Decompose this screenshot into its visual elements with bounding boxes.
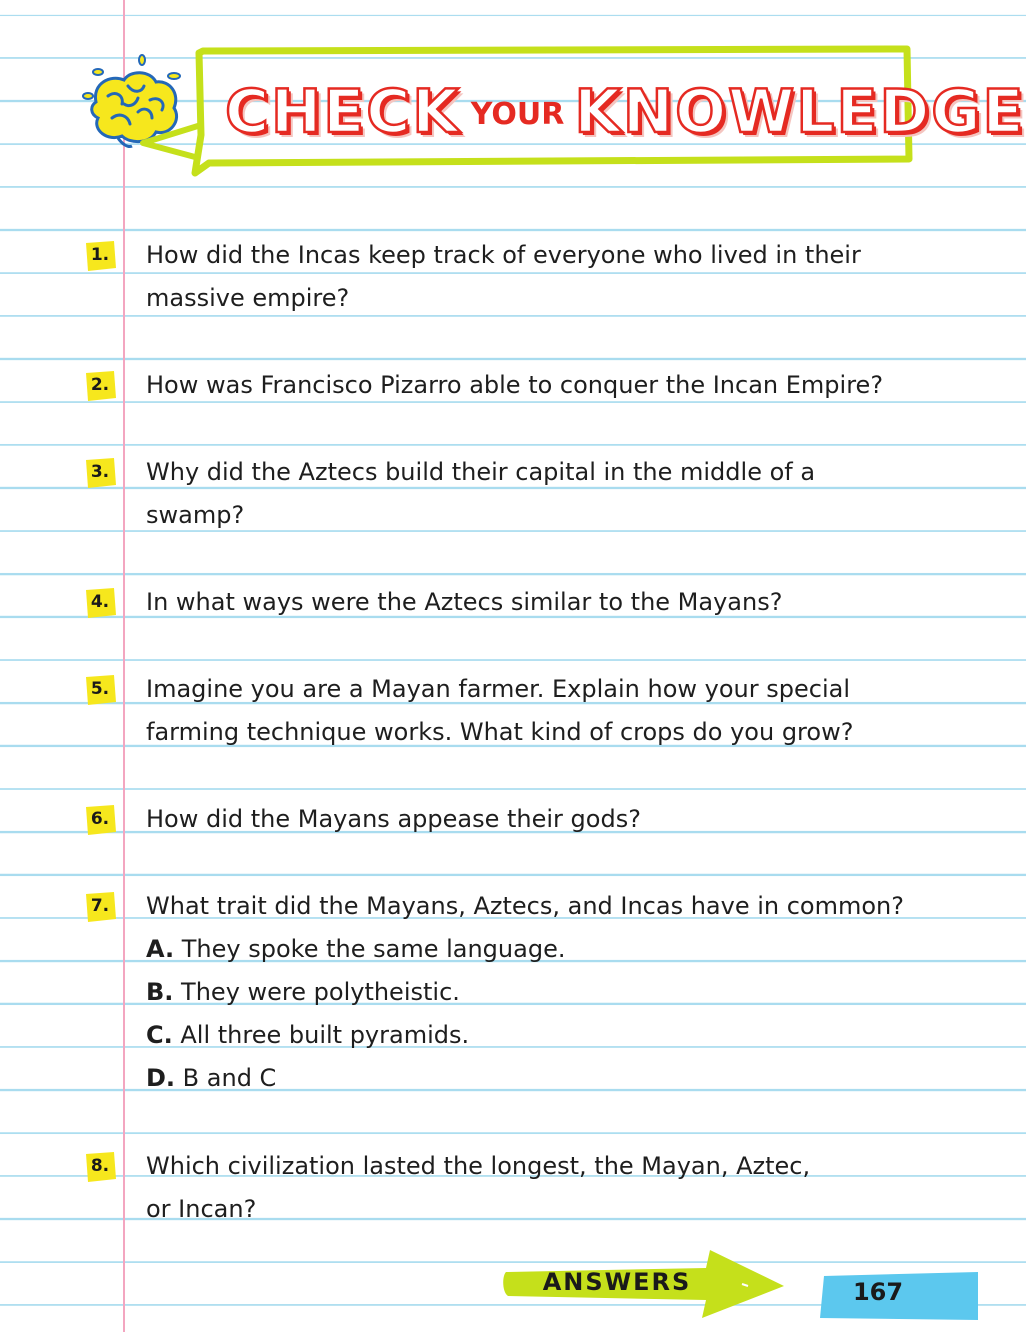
question-number-badge bbox=[83, 240, 117, 270]
option-letter: C. bbox=[146, 1021, 173, 1049]
page-number: 167 bbox=[852, 1278, 904, 1306]
question-number: 4. bbox=[90, 592, 110, 612]
question-text bbox=[146, 581, 936, 624]
question-line: swamp? bbox=[146, 501, 245, 529]
question-line: How did the Incas keep track of everyone who lived in their bbox=[146, 241, 861, 269]
option-letter: B. bbox=[146, 978, 174, 1006]
question-number-badge bbox=[83, 804, 117, 834]
question-number: 8. bbox=[90, 1156, 110, 1176]
question-number: 3. bbox=[90, 462, 110, 482]
question-number: 5. bbox=[90, 679, 110, 699]
question-text bbox=[146, 1145, 936, 1231]
title-banner bbox=[195, 45, 1026, 167]
question-line: How did the Mayans appease their gods? bbox=[146, 805, 641, 833]
question-line: How was Francisco Pizarro able to conquer the Incan Empire? bbox=[146, 371, 884, 399]
answer-option-c bbox=[146, 1014, 936, 1057]
question-number: 2. bbox=[90, 375, 110, 395]
question-text bbox=[146, 451, 936, 537]
question-line: Imagine you are a Mayan farmer. Explain how your special bbox=[146, 675, 850, 703]
question-text bbox=[146, 234, 936, 320]
notebook-margin-line bbox=[123, 0, 125, 1332]
question-text bbox=[146, 885, 936, 1100]
page-number-badge bbox=[818, 1270, 978, 1322]
title-check: CHECK bbox=[225, 77, 461, 147]
question-text bbox=[146, 798, 936, 841]
answer-option-d bbox=[146, 1057, 936, 1100]
question-line: What trait did the Mayans, Aztecs, and Incas have in common? bbox=[146, 892, 905, 920]
title-knowledge: KNOWLEDGE bbox=[574, 77, 1026, 147]
question-number: 1. bbox=[90, 245, 110, 265]
answers-label: ANSWERS bbox=[542, 1268, 692, 1296]
question-number: 7. bbox=[90, 896, 110, 916]
question-text bbox=[146, 668, 936, 754]
option-text: B and C bbox=[175, 1064, 277, 1092]
option-text: They were polytheistic. bbox=[173, 978, 460, 1006]
answer-option-b bbox=[146, 971, 936, 1014]
question-number-badge bbox=[83, 1151, 117, 1181]
question-line: In what ways were the Aztecs similar to the Mayans? bbox=[146, 588, 783, 616]
option-letter: A. bbox=[146, 935, 175, 963]
question-number-badge bbox=[83, 587, 117, 617]
answers-arrow-link[interactable] bbox=[492, 1246, 792, 1320]
option-text: They spoke the same language. bbox=[174, 935, 566, 963]
question-line: or Incan? bbox=[146, 1195, 257, 1223]
option-text: All three built pyramids. bbox=[172, 1021, 470, 1049]
question-line: Which civilization lasted the longest, the Mayan, Aztec, bbox=[146, 1152, 811, 1180]
question-line: farming technique works. What kind of crops do you grow? bbox=[146, 718, 854, 746]
question-number-badge bbox=[83, 674, 117, 704]
option-letter: D. bbox=[146, 1064, 176, 1092]
question-number-badge bbox=[83, 891, 117, 921]
question-line: Why did the Aztecs build their capital in the middle of a bbox=[146, 458, 816, 486]
question-text bbox=[146, 364, 936, 407]
question-number-badge bbox=[83, 457, 117, 487]
question-number: 6. bbox=[90, 809, 110, 829]
question-number-badge bbox=[83, 370, 117, 400]
answer-option-a bbox=[146, 928, 936, 971]
title-your: YOUR bbox=[470, 97, 565, 132]
question-line: massive empire? bbox=[146, 284, 350, 312]
